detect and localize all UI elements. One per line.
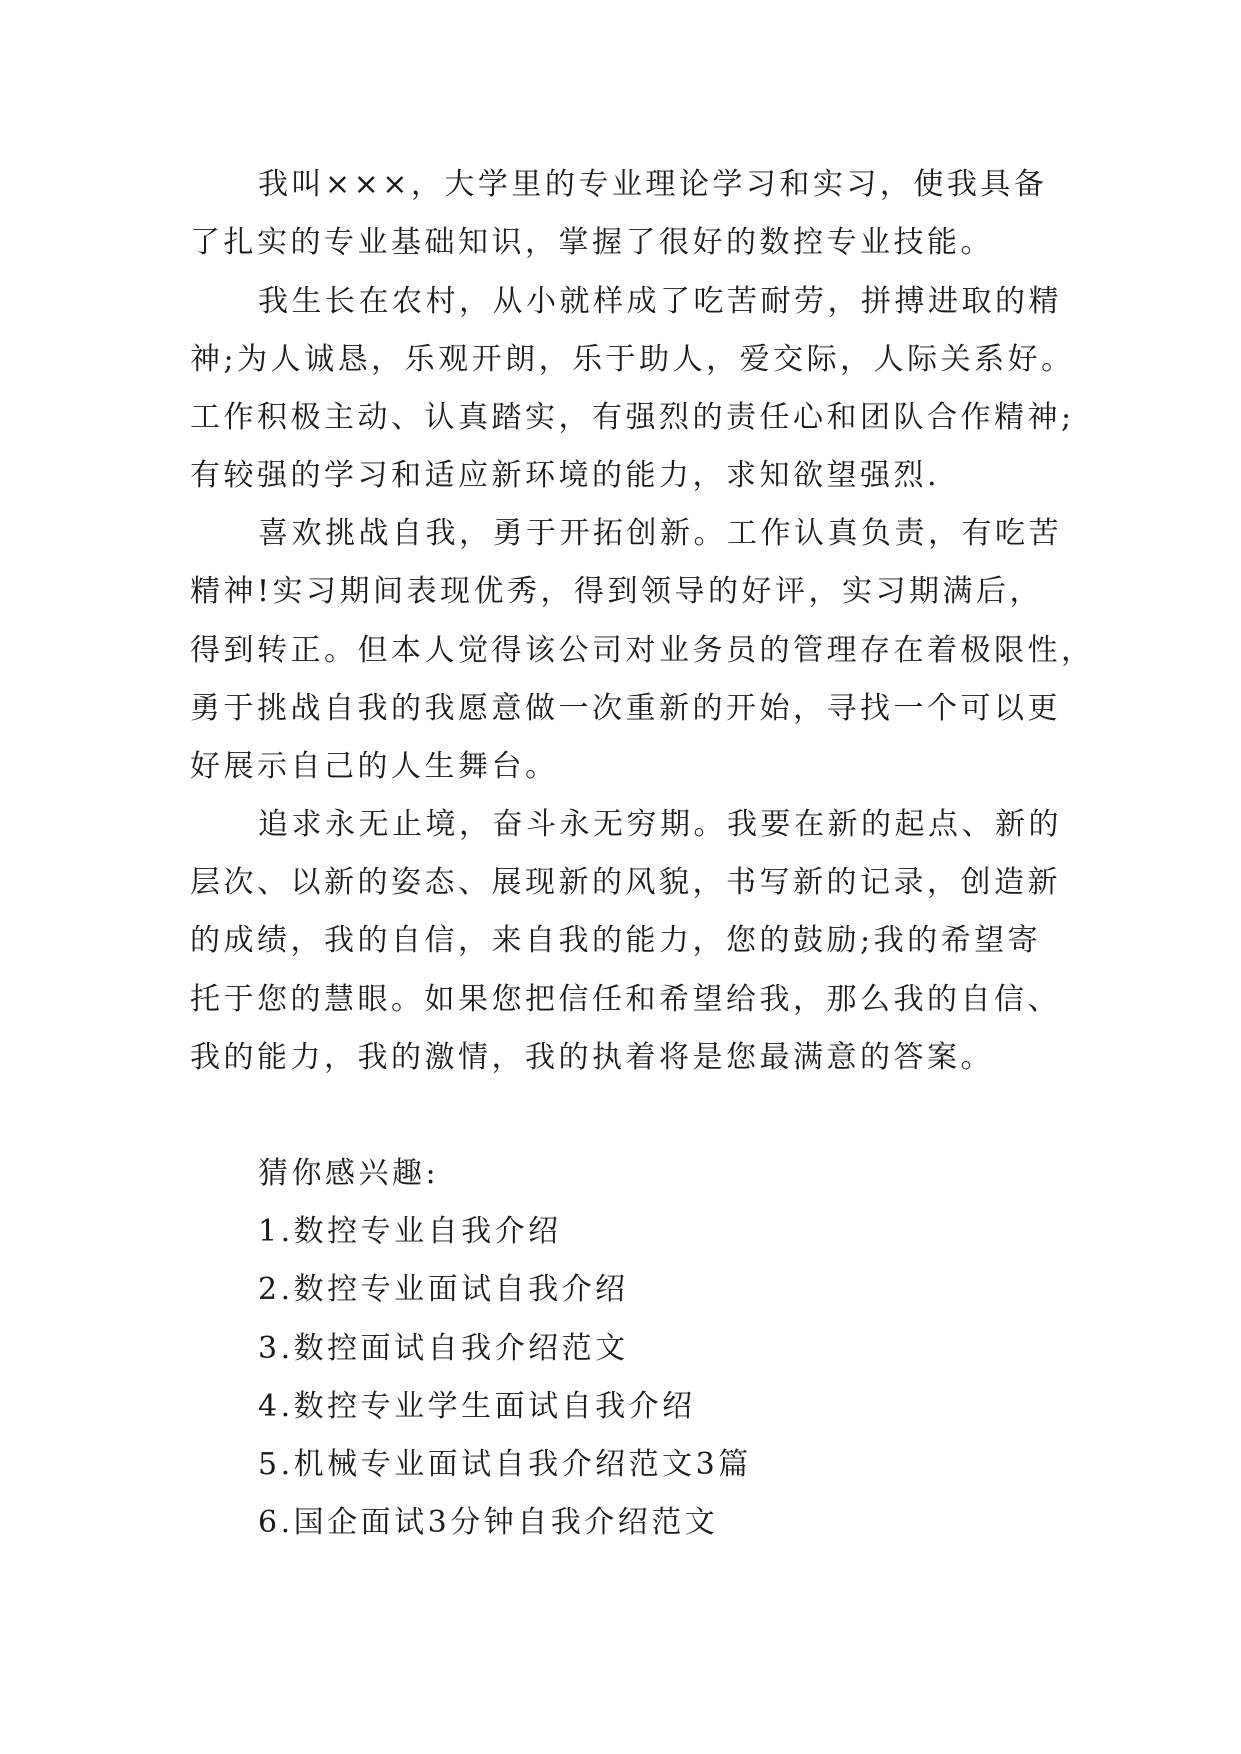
paragraph-1-line-1: 我叫×××，大学里的专业理论学习和实习，使我具备 — [258, 167, 1048, 202]
paragraph-4-line-4: 托于您的慧眼。如果您把信任和希望给我，那么我的自信、 — [190, 982, 1061, 1017]
paragraph-2-line-1: 我生长在农村，从小就样成了吃苦耐劳，拼搏进取的精 — [258, 284, 1062, 319]
paragraph-1-line-2: 了扎实的专业基础知识，掌握了很好的数控专业技能。 — [190, 225, 994, 260]
paragraph-4-line-1: 追求永无止境，奋斗永无穷期。我要在新的起点、新的 — [258, 807, 1062, 842]
related-item-3[interactable]: 3.数控面试自我介绍范文 — [258, 1331, 629, 1366]
related-item-5[interactable]: 5.机械专业面试自我介绍范文3篇 — [258, 1447, 752, 1482]
paragraph-3-line-4: 勇于挑战自我的我愿意做一次重新的开始，寻找一个可以更 — [190, 691, 1061, 726]
paragraph-2-line-2: 神;为人诚恳，乐观开朗，乐于助人，爱交际，人际关系好。 — [190, 342, 1075, 377]
related-heading: 猜你感兴趣: — [258, 1156, 440, 1191]
related-item-1[interactable]: 1.数控专业自我介绍 — [258, 1214, 562, 1249]
paragraph-4-line-5: 我的能力，我的激情，我的执着将是您最满意的答案。 — [190, 1040, 994, 1075]
paragraph-3-line-2: 精神!实习期间表现优秀，得到领导的好评，实习期满后， — [190, 574, 1044, 609]
paragraph-4-line-2: 层次、以新的姿态、展现新的风貌，书写新的记录，创造新 — [190, 865, 1061, 900]
paragraph-3-line-5: 好展示自己的人生舞台。 — [190, 749, 559, 784]
related-item-6[interactable]: 6.国企面试3分钟自我介绍范文 — [258, 1505, 719, 1540]
paragraph-3-line-1: 喜欢挑战自我，勇于开拓创新。工作认真负责，有吃苦 — [258, 516, 1062, 551]
paragraph-3-line-3: 得到转正。但本人觉得该公司对业务员的管理存在着极限性， — [190, 633, 1095, 668]
paragraph-4-line-3: 的成绩，我的自信，来自我的能力，您的鼓励;我的希望寄 — [190, 923, 1042, 958]
related-item-4[interactable]: 4.数控专业学生面试自我介绍 — [258, 1389, 696, 1424]
related-item-2[interactable]: 2.数控专业面试自我介绍 — [258, 1272, 629, 1307]
paragraph-2-line-3: 工作积极主动、认真踏实，有强烈的责任心和团队合作精神; — [190, 400, 1075, 435]
paragraph-2-line-4: 有较强的学习和适应新环境的能力，求知欲望强烈. — [190, 458, 941, 493]
